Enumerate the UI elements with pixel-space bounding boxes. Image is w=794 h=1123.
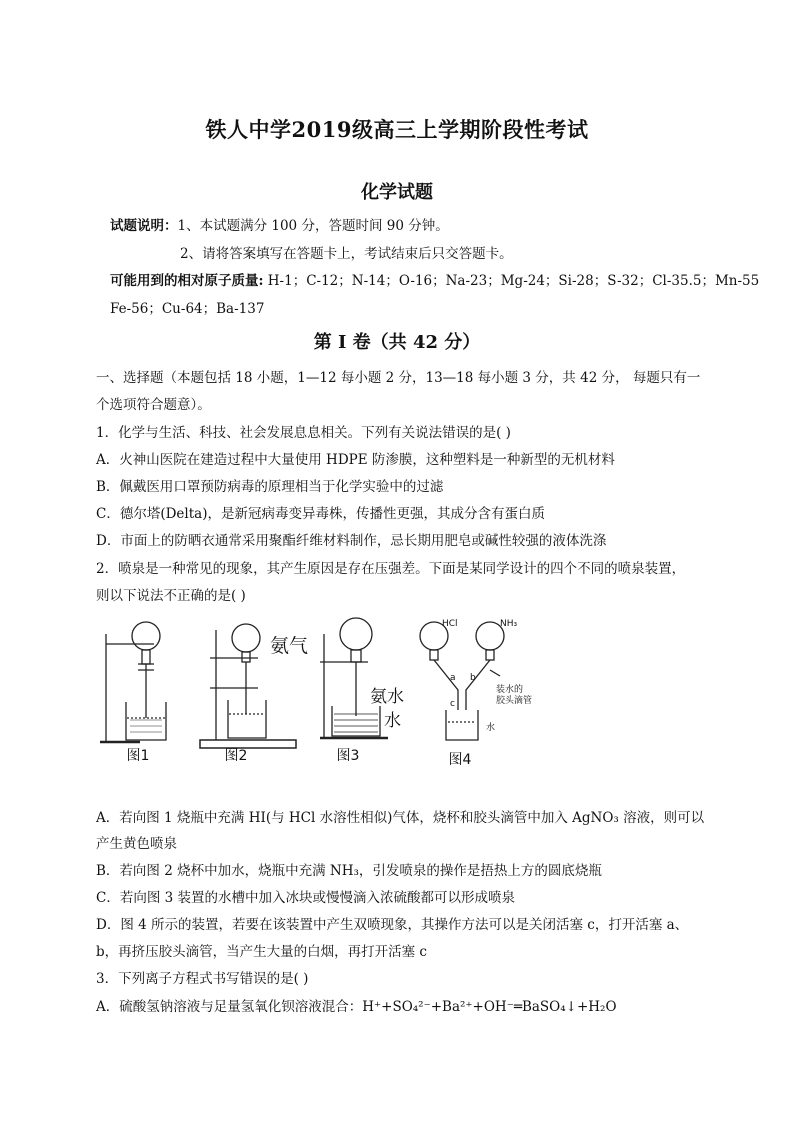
atomic-mass-values: H-1；C-12；N-14；O-16；Na-23；Mg-24；Si-28；S-32；Cl-35.5；Mn-55 (263, 273, 760, 289)
q2-option-a-line-1: A．若向图 1 烧瓶中充满 HI(与 HCl 水溶性相似)气体，烧杯和胶头滴管中加入 AgNO₃ 溶液，则可以 (96, 810, 705, 826)
q1-option-a: A．火神山医院在建造过程中大量使用 HDPE 防渗膜，这种塑料是一种新型的无机材料 (96, 452, 615, 468)
hcl-label: HCl (442, 619, 458, 629)
q2-option-d-line-1: D．图 4 所示的装置，若要在该装置中产生双喷现象，其操作方法可以是关闭活塞 c，打开活塞 a、 (96, 917, 689, 933)
atomic-mass-label: 可能用到的相对原子质量: (110, 273, 264, 289)
instructions-line-1 (110, 214, 449, 234)
section-intro-line-2: 个选项符合题意）。 (96, 397, 211, 413)
q2-option-a-line-2: 产生黄色喷泉 (96, 836, 177, 852)
q1-option-d: D．市面上的防晒衣通常采用聚酯纤维材料制作，忌长期用肥皂或碱性较强的液体洗涤 (96, 533, 607, 549)
q2-option-d-line-2: b，再挤压胶头滴管，当产生大量的白烟，再打开活塞 c (96, 944, 427, 960)
ammonia-water-label: 氨水 (370, 687, 404, 707)
figure-2-caption: 图2 (224, 748, 248, 764)
instructions-item-1: 1、本试题满分 100 分，答题时间 90 分钟。 (177, 218, 449, 234)
section-intro-line-1: 一、选择题（本题包括 18 小题，1—12 每小题 2 分，13—18 每小题 3 分，共 42 分， 每题只有一 (96, 370, 701, 386)
exam-title: 铁人中学2019级高三上学期阶段性考试 (205, 117, 589, 142)
figure-3 (320, 618, 388, 738)
q2-option-c: C．若向图 3 装置的水槽中加入冰块或慢慢滴入浓硫酸都可以形成喷泉 (96, 890, 516, 906)
q1-stem: 1．化学与生活、科技、社会发展息息相关。下列有关说法错误的是( ) (96, 425, 511, 441)
fountain-apparatus-figures (98, 614, 533, 774)
figure-1 (100, 622, 166, 742)
dropper-label-line-1: 装水的 (496, 685, 524, 695)
instructions-label: 试题说明： (110, 218, 178, 234)
instructions-item-2: 2、请将答案填写在答题卡上，考试结束后只交答题卡。 (180, 246, 513, 262)
q3-stem: 3．下列离子方程式书写错误的是( ) (96, 971, 309, 987)
exam-subtitle: 化学试题 (361, 182, 433, 203)
nh3-label: NH₃ (500, 619, 518, 629)
q1-option-c: C．德尔塔(Delta)，是新冠病毒变异毒株，传播性更强，其成分含有蛋白质 (96, 506, 545, 522)
water-label-fig4: 水 (486, 723, 496, 733)
figure-4-caption: 图4 (448, 752, 472, 768)
dropper-label-line-2: 胶头滴管 (496, 696, 533, 706)
atomic-mass-line-1 (110, 269, 759, 289)
ammonia-gas-label: 氨气 (270, 635, 309, 657)
q3-option-a: A．硫酸氢钠溶液与足量氢氧化钡溶液混合：H⁺+SO₄²⁻+Ba²⁺+OH⁻═BaSO₄↓+H₂O (96, 999, 617, 1015)
valve-b-label: b (470, 673, 476, 683)
q2-option-b: B．若向图 2 烧杯中加水，烧瓶中充满 NH₃，引发喷泉的操作是捂热上方的圆底烧瓶 (96, 863, 602, 879)
figure-3-caption: 图3 (336, 748, 360, 764)
valve-c-label: c (450, 699, 455, 709)
q2-stem-line-2: 则以下说法不正确的是( ) (96, 588, 246, 604)
section-heading: 第 I 卷（共 42 分） (313, 332, 481, 353)
valve-a-label: a (450, 673, 456, 683)
q1-option-b: B．佩戴医用口罩预防病毒的原理相当于化学实验中的过滤 (96, 479, 444, 495)
figure-1-caption: 图1 (126, 748, 150, 764)
water-label: 水 (384, 711, 401, 731)
q2-stem-line-1: 2．喷泉是一种常见的现象，其产生原因是存在压强差。下面是某同学设计的四个不同的喷泉装置， (96, 561, 686, 577)
atomic-mass-line-2: Fe-56；Cu-64；Ba-137 (110, 301, 265, 317)
